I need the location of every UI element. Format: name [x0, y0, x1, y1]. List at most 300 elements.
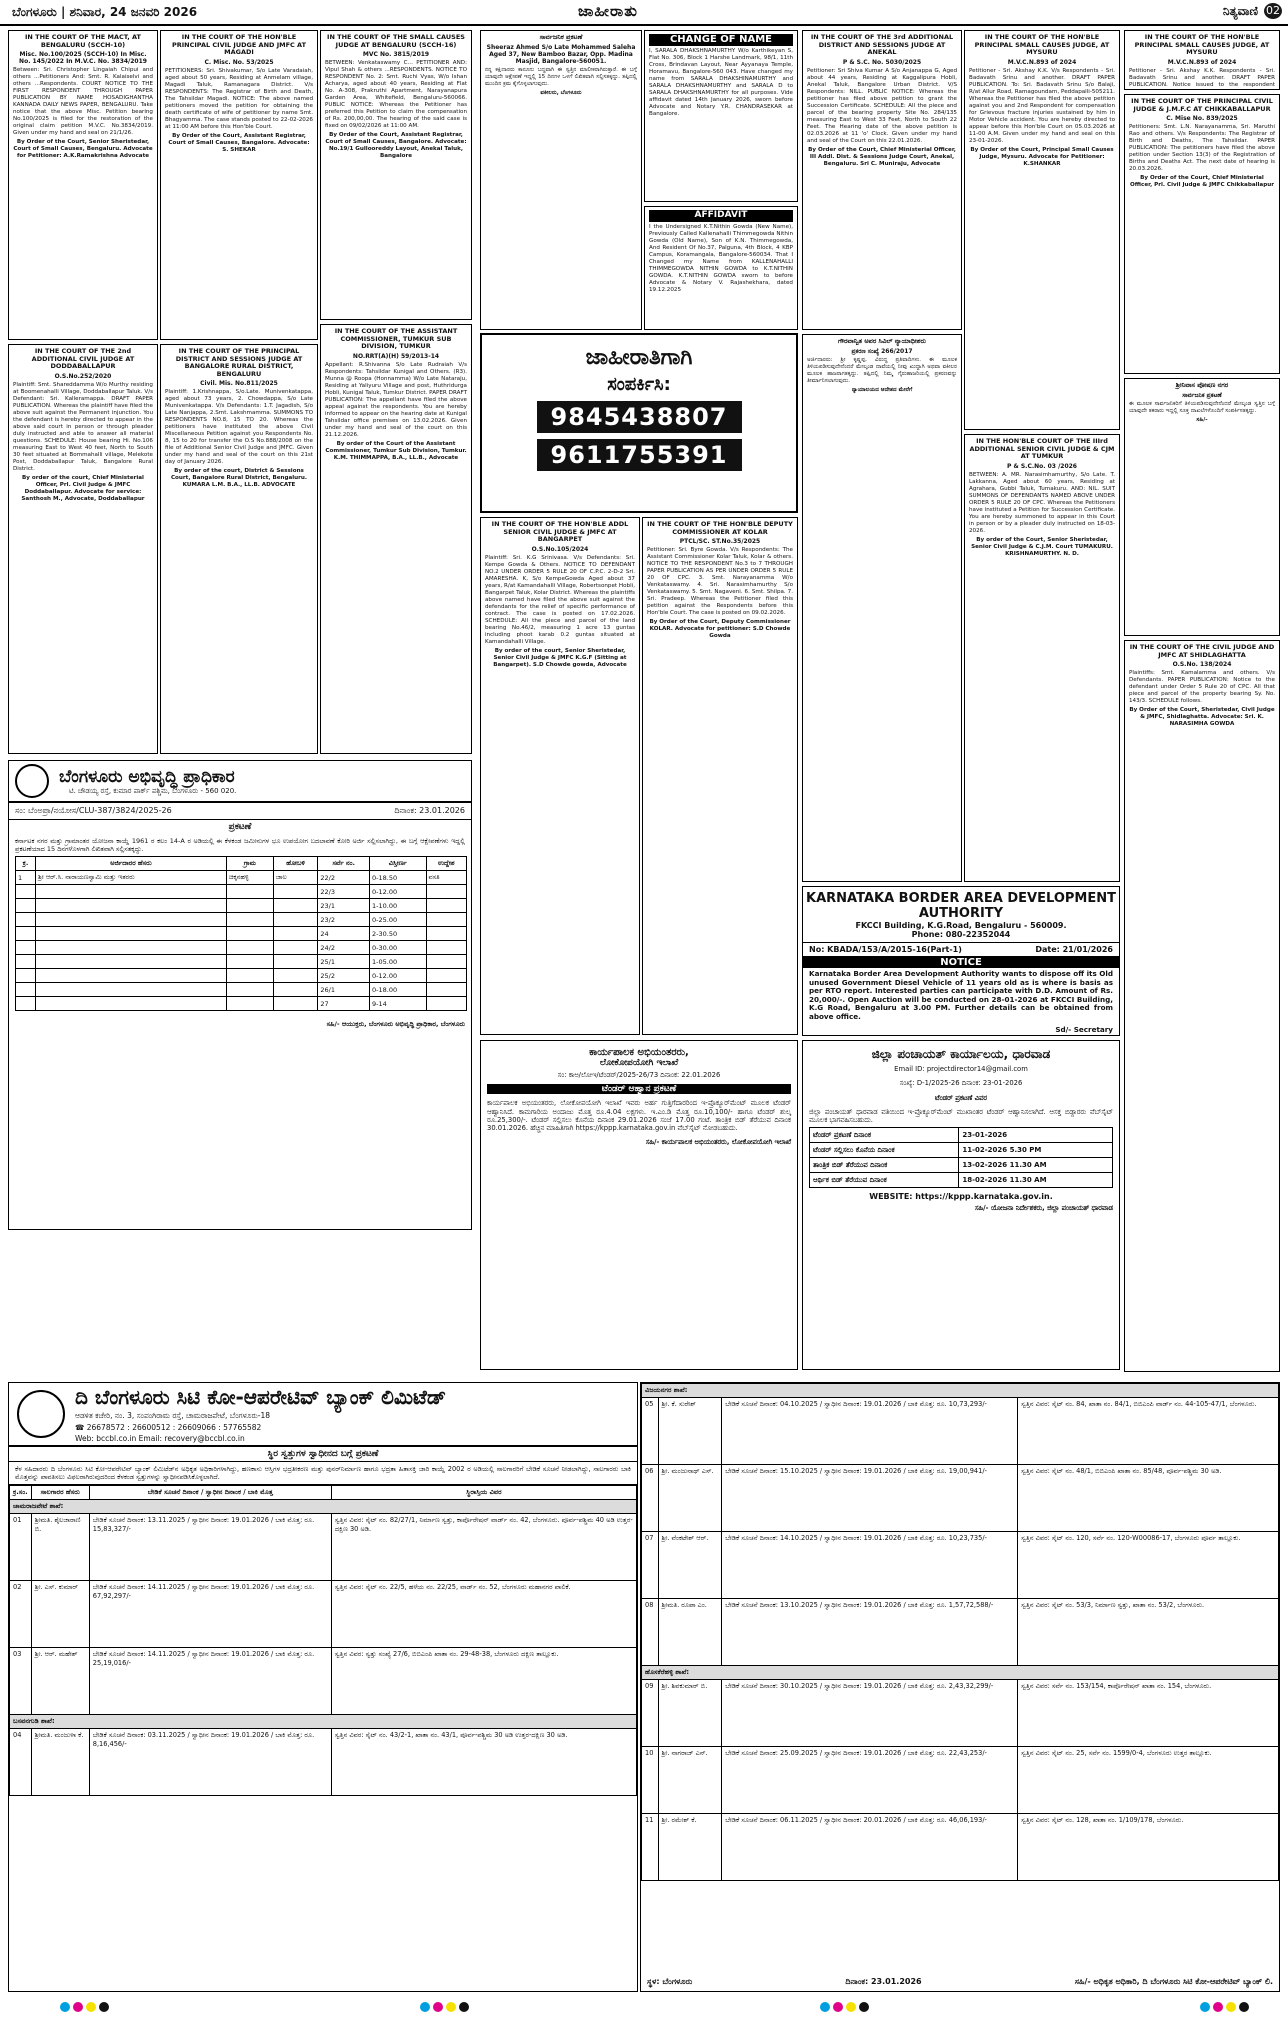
table-cell [36, 997, 227, 1011]
court-notice [8, 30, 158, 340]
table-header: ಸಾಲಗಾರರ ಹೆಸರು [31, 1486, 89, 1500]
table-cell: 1-10.00 [370, 899, 427, 913]
table-cell: 22/2 [318, 871, 370, 885]
table-cell: ಶ್ರೀಮತಿ. ರೂಪಾ ಎಂ. [658, 1599, 722, 1666]
table-header: ವಿಸ್ತೀರ್ಣ [370, 857, 427, 871]
table-row [10, 1581, 637, 1648]
table-cell: 11-02-2026 5.30 PM [959, 1143, 1113, 1158]
notice-case-no: MVC No. 3815/2019 [362, 51, 430, 58]
table-cell: 09 [642, 1680, 659, 1747]
table-row [642, 1398, 1279, 1465]
table-cell [426, 969, 466, 983]
table-cell: ಶ್ರೀ. ಶಿವಕುಮಾರ್ ಬಿ. [658, 1680, 722, 1747]
table-cell: ಬೇಡಿಕೆ ಸೂಚನೆ ದಿನಾಂಕ: 14.10.2025 / ಸ್ವಾಧೀನ ದಿನಾಂಕ: 19.01.2026 / ಬಾಕಿ ಮೊತ್ತ: ರೂ. 10,23,735/- [722, 1532, 1018, 1599]
table-cell: ಟೆಂಡರ್ ಸಲ್ಲಿಸಲು ಕೊನೆಯ ದಿನಾಂಕ [810, 1143, 959, 1158]
table-cell [16, 913, 36, 927]
issue-date: ಬೆಂಗಳೂರು | ಶನಿವಾರ, 24 ಜನವರಿ 2026 [12, 4, 198, 19]
bank-intro: ಕೆಳ ಸಹಿದಾರರು ದಿ ಬೆಂಗಳೂರು ಸಿಟಿ ಕೋ-ಆಪರೇಟಿವ್ ಬ್ಯಾಂಕ್ ಲಿಮಿಟೆಡ್‌ನ ಅಧಿಕೃತ ಅಧಿಕಾರಿಗಳಾಗಿದ್ದು, ಹಣಕಾಸು ಆಸ್ತಿಗಳ ಭದ್ರತೀಕರಣ ಮತ್ತು ಪುನರ್‌ನಿರ್ಮಾಣ ಹಾಗೂ ಭದ್ರತಾ ಹಿತಾಸಕ್ತಿ ಜಾರಿ ಕಾಯ್ದೆ 2002 ರ ಅಡಿಯಲ್ಲಿ ಸಾಲಗಾರರಿಗೆ ಬೇಡಿಕೆ ಸೂಚನೆ ನೀಡಲಾಗಿದ್ದು, ಸಾಲಗಾರರು ಬಾಕಿ ಮೊತ್ತವನ್ನು ಪಾವತಿಸಲು ವಿಫಲರಾಗಿರುವುದರಿಂದ ಕೆಳಕಂಡ ಸ್ವತ್ತುಗಳನ್ನು ಸ್ವಾಧೀನಪಡಿಸಿಕೊಳ್ಳಲಾಗಿದೆ. [9, 1462, 637, 1485]
table-cell [226, 913, 273, 927]
notice-case-no: P & S.C. No. 5030/2025 [842, 58, 922, 66]
court-notice [802, 30, 962, 330]
table-cell: 23/2 [318, 913, 370, 927]
table-cell [273, 899, 318, 913]
table-cell: ಶ್ರೀ. ಮಂಜುನಾಥ್ ಎಸ್. [658, 1465, 722, 1532]
affidavit-notice [644, 206, 798, 330]
table-cell: 07 [642, 1532, 659, 1599]
notice-signature: By order of the court, Chief Ministerial Officer, Prl. Civil Judge & JMFC Doddaballapur. Advocate for service: Santhosh M., Advocate, Doddaballapur [21, 474, 145, 502]
black-mark-icon [859, 2002, 869, 2012]
notice-case-no: Sheeraz Ahmed S/o Late Mohammed Saleha Aged 37, New Bamboo Bazar, Opp. Madina Masjid, Bangalore-560051. [486, 43, 636, 65]
table-row [810, 1143, 1113, 1158]
masthead [0, 0, 1288, 26]
notice-title: IN THE COURT OF THE MACT, AT BENGALURU (SCCH-10) [25, 33, 141, 49]
table-cell: ಶ್ರೀ. ಆರ್. ಮಹೇಶ್ [31, 1648, 89, 1715]
court-notice [480, 517, 640, 1035]
notice-case-no: P & S.C.No. 03 /2026 [1007, 462, 1077, 470]
bank-place: ಸ್ಥಳ: ಬೆಂಗಳೂರು [647, 1977, 693, 1986]
notice-body: Petitioner - Sri. Akshay K.K. V/s Respondents - Sri. Badavath Srinu and another. DRAFT PAPER PUBLICATION. To: Sri. Badavath Srinu S/o Balaji, R/at Allur Road, Ramagoundam, Peddapalli-505211. Whereas the Petitioner has filed the above petition against you and 2nd Respondent for compensation for Grievous fracture injuries sustained by him in Motor Vehicle accident. You are hereby directed to appear before this Hon'ble Court on 05.03.2026 at 11-00 A.M. Given under my hand and seal on this 23-01-2026. [969, 67, 1115, 144]
notice-title: IN THE COURT OF THE SMALL CAUSES JUDGE AT BENGALURU (SCCH-16) [327, 33, 465, 49]
notice-signature: By Order of the Court, Assistant Registrar, Court of Small Causes, Bangalore. Advocate: S. SHEKAR [168, 132, 310, 153]
notice-title: IN THE COURT OF THE ASSISTANT COMMISSIONER, TUMKUR SUB DIVISION, TUMKUR [334, 327, 458, 350]
kbada-ref: No: KBADA/153/A/2015-16(Part-1) [809, 945, 962, 954]
kbada-body: Karnataka Border Area Development Authority wants to dispose off its Old unused Government Diesel Vehicle of 11 years old as is where is basis as per RTO report. Interested parties can participate with D.D. Amount of Rs. 20,000/-. Open Auction will be conducted on 28-01-2026 at FKCCI Building, K.G Road, Bengaluru at 3.00 PM. Further details can be obtained from above office. [809, 969, 1113, 1021]
notice-case-no: PTCL/SC. ST.No.35/2025 [679, 538, 761, 545]
notice-body: Between: Sri. Christopher Lingaiah Chipui and others ...Petitioners And: Smt. R. Kalaiselvi and others ...Respondents. COURT NOTICE TO THE FIRST RESPONDENT THROUGH PAPER PUBLICATION BY NAME HOSADIGHANTHA KANNADA DAILY NEWS PAPER, BENGALURU. Take notice that the above Misc. Petition bearing No.100/2025 is filed for the restoration of the original claim petition M.V.C. No.3834/2019. Given under my hand and seal on 21/1/26. [13, 67, 153, 136]
table-cell: ಬೇಡಿಕೆ ಸೂಚನೆ ದಿನಾಂಕ: 13.11.2025 / ಸ್ವಾಧೀನ ದಿನಾಂಕ: 19.01.2026 / ಬಾಕಿ ಮೊತ್ತ: ರೂ. 15,83,327/- [89, 1514, 331, 1581]
notice-title: IN THE COURT OF THE PRINCIPAL CIVIL JUDGE & J.M.F.C AT CHIKKABALLAPUR [1131, 97, 1273, 113]
branch-row [642, 1384, 1279, 1398]
zp-signature: ಸಹಿ/- ಯೋಜನಾ ನಿರ್ದೇಶಕರು, ಜಿಲ್ಲಾ ಪಂಚಾಯತ್ ಧಾರವಾಡ [974, 1204, 1113, 1213]
notice-title: IN THE COURT OF THE PRINCIPAL DISTRICT AND SESSIONS JUDGE AT BANGALORE RURAL DISTRICT, BENGALURU [175, 347, 303, 378]
table-cell: 26/1 [318, 983, 370, 997]
kbada-phone: Phone: 080-22352044 [911, 930, 1011, 939]
table-cell [273, 969, 318, 983]
kbada-address: FKCCI Building, K.G.Road, Bengaluru - 560009. [855, 921, 1067, 930]
magenta-mark-icon [833, 2002, 843, 2012]
notice-title: ಸಾರ್ವಜನಿಕ ಪ್ರಕಟಣೆ [539, 33, 583, 41]
table-row [16, 969, 467, 983]
table-cell: 23-01-2026 [959, 1128, 1113, 1143]
table-cell: ಸ್ವತ್ತಿನ ವಿವರ: ಸರ್ವೆ ನಂ. 153/154, ಕಾರ್ಪೊರೇಷನ್ ಖಾತಾ ನಂ. 154, ಬೆಂಗಳೂರು. [1018, 1680, 1279, 1747]
table-cell [36, 899, 227, 913]
notice-body: Petitioner: Sri. Byre Gowda. V/s Respondents: The Assistant Commissioner Kolar Taluk, Kolar & others. NOTICE TO THE RESPONDENT No.3 to 7 THROUGH PAPER PUBLICATION AS PER UNDER ORDER 5 RULE 20 OF CPC. 3. Smt. Narayanamma W/o Venkataswamy. 4. Sri. Narasimhamurthy S/o Venkataswamy. 5. Smt. Nagaveni. 6. Smt. Shilpa. 7. Sri. Pradeep. Whereas the Petitioner filed this petition against the Respondents before this Hon'ble Court. The case is posted on 09.02.2026. [647, 547, 793, 616]
notice-signature: By Order of the Court, Chief Ministerial Officer, Prl. Civil Judge & JMFC Chikkaballapur [1130, 175, 1274, 188]
tender-body: ಕಾರ್ಯಪಾಲಕ ಅಭಿಯಂತರರು, ಲೋಕೋಪಯೋಗಿ ಇಲಾಖೆ ಇವರು ಅರ್ಹ ಗುತ್ತಿಗೆದಾರರಿಂದ ಇ-ಪ್ರೊಕ್ಯೂರ್‌ಮೆಂಟ್ ಮೂಲಕ ಟೆಂಡರ್ ಆಹ್ವಾನಿಸಿದೆ. ಕಾಮಗಾರಿಯ ಅಂದಾಜು ಮೊತ್ತ ರೂ.4.04 ಲಕ್ಷಗಳು. ಇ.ಎಂ.ಡಿ ಮೊತ್ತ ರೂ.10,100/- ಹಾಗೂ ಟೆಂಡರ್ ಶುಲ್ಕ ರೂ.25,300/-. ಟೆಂಡರ್ ಸಲ್ಲಿಸಲು ಕೊನೆಯ ದಿನಾಂಕ 29.01.2026 ಸಂಜೆ 17.00 ಗಂಟೆ. ತಾಂತ್ರಿಕ ಬಿಡ್ ತೆರೆಯುವ ದಿನಾಂಕ 30.01.2026. ಹೆಚ್ಚಿನ ಮಾಹಿತಿಗಾಗಿ https://kppp.karnataka.gov.in ವೆಬ್‌ಸೈಟ್ ನೋಡಬಹುದು. [487, 1099, 791, 1133]
table-header: ಸರ್ವೆ ನಂ. [318, 857, 370, 871]
notice-title: IN THE COURT OF THE HON'BLE DEPUTY COMMISSIONER AT KOLAR [647, 520, 793, 536]
table-cell: 1-05.00 [370, 955, 427, 969]
notice-case-no: O.S.No.105/2024 [531, 545, 589, 553]
table-cell: 0-25.00 [370, 913, 427, 927]
table-header: ಕ್ರ.ಸಂ. [10, 1486, 32, 1500]
table-cell [36, 927, 227, 941]
notice-title: IN THE COURT OF THE HON'BLE PRINCIPAL SMALL CAUSES JUDGE, AT MYSURU [1134, 33, 1270, 56]
table-row [642, 1599, 1279, 1666]
notice-body: Plaintiffs: Smt. Kamalamma and others. V/s Defendants. PAPER PUBLICATION: Notice to the defendant under Order 5 Rule 20 of CPC. All that piece and parcel of the property bearing Sy. No. 143/3. SCHEDULE follows. [1129, 670, 1275, 704]
notice-body: Petitioners: Smt. L.N. Narayanamma, Sri. Maruthi Rao and others. V/s Respondents: The Registrar of Birth and Deaths, The Tahsildar. PAPER PUBLICATION: The petitioners have filed the above petition under Section 13(3) of the Registration of Births and Deaths Act. The next date of hearing is 20.03.2026. [1129, 124, 1275, 172]
table-header: ಉದ್ದೇಶ [426, 857, 466, 871]
table-cell [226, 969, 273, 983]
table-row [10, 1648, 637, 1715]
print-registration-marks [1200, 2002, 1249, 2016]
notice-signature: ವಕೀಲರು, ಬೆಂಗಳೂರು [540, 89, 582, 96]
table-cell: 25/1 [318, 955, 370, 969]
kbada-date: Date: 21/01/2026 [1035, 945, 1113, 954]
public-notice [1124, 378, 1280, 636]
table-cell [16, 983, 36, 997]
yellow-mark-icon [446, 2002, 456, 2012]
bank-possession-notice [8, 1382, 638, 1992]
notice-title: AFFIDAVIT [649, 210, 793, 222]
table-cell [426, 885, 466, 899]
table-cell: ಶ್ರೀ. ನಾಗರಾಜ್ ಎನ್. [658, 1747, 722, 1814]
branch-name: ವಿಜಯನಗರ ಶಾಖೆ: [642, 1384, 1279, 1398]
table-cell: ಬೇಡಿಕೆ ಸೂಚನೆ ದಿನಾಂಕ: 30.10.2025 / ಸ್ವಾಧೀನ ದಿನಾಂಕ: 19.01.2026 / ಬಾಕಿ ಮೊತ್ತ: ರೂ. 2,43,32,299/- [722, 1680, 1018, 1747]
table-row [810, 1173, 1113, 1188]
table-row [10, 1514, 637, 1581]
table-cell: ಸ್ವತ್ತಿನ ವಿವರ: ಸೈಟ್ ನಂ. 84, ಖಾತಾ ನಂ. 84/1, ಬಿಬಿಎಂಪಿ ವಾರ್ಡ್ ನಂ. 44-105-47/1, ಬೆಂಗಳೂರು. [1018, 1398, 1279, 1465]
court-notice [320, 30, 472, 320]
bank-table [641, 1383, 1279, 1881]
notice-body: PETITIONERS: Sri. Shivakumar, S/o Late Varadaiah, aged about 50 years, Residing at Anmelam village, Magadi Taluk, Ramanagara District. V/s RESPONDENTS: The Registrar of Birth and Death, The Tahsildar Magadi. NOTICE: The above named petitioners moved the petition for obtaining the death certificate of wife of petitioner by name Smt. Bhagyamma. The case stands posted to 22-02-2026 at 11:00 AM before this Hon'ble Court. [165, 67, 313, 130]
table-cell: 18-02-2026 11.30 AM [959, 1173, 1113, 1188]
court-notice [964, 30, 1120, 430]
table-header: ಕ್ರ. [16, 857, 36, 871]
table-cell: 06 [642, 1465, 659, 1532]
table-row [16, 871, 467, 885]
notice-body: Plaintiff: 1.Krishnappa, S/o.Late. Munivenkatappa, aged about 73 years, 2. Chowdappa, S/o Late Munivenkatappa. V/s Defendants: 1.T. Jagadish, S/o Late Nanjappa, 2.Smt. Lakshmamma. SUMMONS TO RESPONDENTS NO.8, 15 TO 20. Whereas the petitioners have instituted the above Civil Miscellaneous Petition against you Respondents No. 8, 15 to 20 for transfer the O.S No.888/2008 on the file of Additional Senior Civil Judge and JMFC. Given under my hand and seal of the court on this 21st day of January 2026. [165, 389, 313, 465]
table-cell: ಸ್ವತ್ತಿನ ವಿವರ: ಸೈಟ್ ನಂ. 25, ಸರ್ವೆ ನಂ. 1599/0-4, ಬೆಂಗಳೂರು ಉತ್ತರ ತಾಲ್ಲೂಕು. [1018, 1747, 1279, 1814]
table-cell: ಸ್ವತ್ತಿನ ವಿವರ: ಸೈಟ್ ನಂ. 22/5, ಹಳೆಯ ನಂ. 22/25, ವಾರ್ಡ್ ನಂ. 52, ಬೆಂಗಳೂರು ಮಹಾನಗರ ಪಾಲಿಕೆ. [331, 1581, 636, 1648]
notice-case-no: O.S.No. 138/2024 [1172, 661, 1232, 668]
notice-title: ಗೌರವಾನ್ವಿತ ಅಪರ ಸಿವಿಲ್ ನ್ಯಾಯಾಧೀಶರು [838, 337, 926, 345]
table-cell [426, 927, 466, 941]
table-cell: ಬೇಡಿಕೆ ಸೂಚನೆ ದಿನಾಂಕ: 14.11.2025 / ಸ್ವಾಧೀನ ದಿನಾಂಕ: 19.01.2026 / ಬಾಕಿ ಮೊತ್ತ: ರೂ. 25,19,016/- [89, 1648, 331, 1715]
table-cell [36, 941, 227, 955]
table-cell [16, 899, 36, 913]
zp-notice-title: ಟೆಂಡರ್ ಪ್ರಕಟಣೆ ವಿವರ [934, 1093, 988, 1102]
table-row [642, 1532, 1279, 1599]
masthead-right: ನಿತ್ಯವಾಣಿ [1222, 4, 1258, 18]
table-cell [426, 899, 466, 913]
table-cell [273, 983, 318, 997]
cyan-mark-icon [820, 2002, 830, 2012]
table-cell [16, 969, 36, 983]
section-logo: ಜಾಹೀರಾತು [578, 2, 638, 20]
table-header: ಹೋಬಳಿ [273, 857, 318, 871]
table-cell [36, 955, 227, 969]
table-cell: 05 [642, 1398, 659, 1465]
kbada-notice-label: NOTICE [803, 957, 1119, 968]
table-cell: ಸ್ವತ್ತಿನ ವಿವರ: ಸೈಟ್ ನಂ. 48/1, ಬಿಬಿಎಂಪಿ ಖಾತಾ ನಂ. 85/48, ಪೂರ್ವ-ಪಶ್ಚಿಮ 30 ಅಡಿ. [1018, 1465, 1279, 1532]
table-cell: ಶ್ರೀಮತಿ. ಶೈಲಜಾರಾಣಿ ಬಿ. [31, 1514, 89, 1581]
table-cell: ಶ್ರೀ. ರಮೇಶ್ ಕೆ. [658, 1814, 722, 1881]
notice-body: BETWEEN: A. MR. Narasimhamurthy, S/o Late. T. Lakkanna, Aged about 60 years, Residing at Agrahara, Gubbi Taluk, Tumakuru. AND: NIL. SUIT SUMMONS OF DEFENDANTS NAMED ABOVE UNDER ORDER 5 RULE 20 OF CPC. Whereas the Petitioners have instituted a Petition for Succession Certificate. You are hereby summoned to appear in this Court in person or by a pleader duly instructed on 18-03-2026. [969, 471, 1115, 534]
notice-body: ಈ ಮೂಲಕ ಸಾರ್ವಜನಿಕರಿಗೆ ತಿಳಿಯಪಡಿಸುವುದೇನೆಂದರೆ ಮೇಲ್ಕಂಡ ಸ್ವತ್ತಿನ ಬಗ್ಗೆ ಯಾವುದೇ ತಕರಾರು ಇದ್ದಲ್ಲಿ ಸೂಕ್ತ ದಾಖಲೆಗಳೊಂದಿಗೆ ಸಂಪರ್ಕಿಸತಕ್ಕದ್ದು. [1129, 400, 1275, 414]
table-cell: ಸ್ವತ್ತಿನ ವಿವರ: ಸ್ವತ್ತು ಸಂಖ್ಯೆ 27/6, ಬಿಬಿಎಂಪಿ ಖಾತಾ ನಂ. 29-48-38, ಬೆಂಗಳೂರು ದಕ್ಷಿಣ ತಾಲ್ಲೂಕು. [331, 1648, 636, 1715]
notice-title: ಶ್ರೀನಿವಾಸ ಪೋಷಣ ನಗರ [1175, 381, 1229, 389]
bda-emblem-icon [15, 764, 49, 798]
table-cell: ಸ್ವತ್ತಿನ ವಿವರ: ಸೈಟ್ ನಂ. 82/27/1, ನಿರ್ಮಾಣ ಸ್ವತ್ತು, ಕಾರ್ಪೊರೇಷನ್ ವಾರ್ಡ್ ನಂ. 42, ಬೆಂಗಳೂರು. ಪೂರ್ವ-ಪಶ್ಚಿಮ 40 ಅಡಿ ಉತ್ತರ-ದಕ್ಷಿಣ 30 ಅಡಿ. [331, 1514, 636, 1581]
table-row [642, 1814, 1279, 1881]
print-registration-marks [60, 2002, 109, 2016]
contact-line: ಸಂಪರ್ಕಿಸಿ: [607, 374, 671, 395]
yellow-mark-icon [846, 2002, 856, 2012]
table-cell [226, 927, 273, 941]
table-row [16, 997, 467, 1011]
table-cell [36, 983, 227, 997]
print-registration-marks [820, 2002, 869, 2016]
bank-possession-notice-continued [640, 1382, 1280, 1992]
notice-case-no: O.S.No.252/2020 [54, 372, 112, 380]
tender-ref: ಸಂ: ಕಾಅ/ಲೋಇ/ಟೆಂಡರ್/2025-26/73 ದಿನಾಂಕ: 22.01.2026 [557, 1071, 721, 1079]
table-cell [16, 927, 36, 941]
notice-case-no: ಪ್ರಕರಣ ಸಂಖ್ಯೆ 266/2017 [851, 347, 913, 355]
yellow-mark-icon [1226, 2002, 1236, 2012]
notice-case-no: Misc. No.100/2025 (SCCH-10) In Misc. No. 145/2022 In M.V.C. No. 3834/2019 [19, 51, 147, 65]
notice-signature: By Order of the Court, Principal Small Causes Judge, Mysuru. Advocate for Petitioner: K.SHANKAR [970, 146, 1114, 167]
bank-web: Web: bccbl.co.in Email: recovery@bccbl.co.in [75, 1434, 245, 1443]
table-cell: ಬೇಡಿಕೆ ಸೂಚನೆ ದಿನಾಂಕ: 04.10.2025 / ಸ್ವಾಧೀನ ದಿನಾಂಕ: 19.01.2026 / ಬಾಕಿ ಮೊತ್ತ: ರೂ. 10,73,293/- [722, 1398, 1018, 1465]
table-cell: ಟೆಂಡರ್ ಪ್ರಕಟಣೆ ದಿನಾಂಕ [810, 1128, 959, 1143]
branch-row [642, 1666, 1279, 1680]
branch-row [10, 1500, 637, 1514]
cyan-mark-icon [1200, 2002, 1210, 2012]
notice-body: ಅರ್ಜಿದಾರರು: ಶ್ರೀ ಕೃಷ್ಣಪ್ಪ. ವಿರುದ್ಧ ಪ್ರತಿವಾದಿಗಳು. ಈ ಮೂಲಕ ತಿಳಿಯಪಡಿಸುವುದೇನೆಂದರೆ ಮೇಲ್ಕಂಡ ದಾವೆಯಲ್ಲಿ ನೀವು ಖುದ್ದಾಗಿ ಅಥವಾ ವಕೀಲರ ಮೂಲಕ ಹಾಜರಾಗತಕ್ಕದ್ದು. ತಪ್ಪಿದಲ್ಲಿ ನಿಮ್ಮ ಗೈರುಹಾಜರಿಯಲ್ಲಿ ಪ್ರಕರಣವನ್ನು ತೀರ್ಮಾನಿಸಲಾಗುವುದು. [807, 356, 957, 384]
table-cell: ಸ್ವತ್ತಿನ ವಿವರ: ಸೈಟ್ ನಂ. 128, ಖಾತಾ ನಂ. 1/109/178, ಬೆಂಗಳೂರು. [1018, 1814, 1279, 1881]
table-header: ಬೇಡಿಕೆ ಸೂಚನೆ ದಿನಾಂಕ / ಸ್ವಾಧೀನ ದಿನಾಂಕ / ಬಾಕಿ ಮೊತ್ತ [89, 1486, 331, 1500]
court-notice [320, 324, 472, 754]
notice-case-no: NO.RRT(A)(H) 59/2013-14 [352, 352, 440, 360]
zp-body: ಜಿಲ್ಲಾ ಪಂಚಾಯತ್ ಧಾರವಾಡ ವತಿಯಿಂದ ಇ-ಪ್ರೊಕ್ಯೂರ್‌ಮೆಂಟ್ ಮುಖಾಂತರ ಟೆಂಡರ್ ಆಹ್ವಾನಿಸಲಾಗಿದೆ. ಆಸಕ್ತ ಬಿಡ್ದಾರರು ವೆಬ್‌ಸೈಟ್ ಮೂಲಕ ಭಾಗವಹಿಸಬಹುದು. [809, 1107, 1113, 1125]
table-cell: 22/3 [318, 885, 370, 899]
table-header: ಅರ್ಜಿದಾರರ ಹೆಸರು [36, 857, 227, 871]
table-cell: 24 [318, 927, 370, 941]
table-cell [36, 969, 227, 983]
table-cell [226, 941, 273, 955]
table-row [16, 885, 467, 899]
notice-case-no: C. Misc. No. 53/2025 [204, 58, 274, 66]
branch-name: ಚಾಮರಾಜಪೇಟೆ ಶಾಖೆ: [10, 1500, 637, 1514]
notice-body: BETWEEN: Venkataswamy C... PETITIONER AND: Vipul Shah & others ...RESPONDENTS. NOTICE TO RESPONDENT No. 2: Smt. Ruchi Vyas, W/o Ishan Acharya, aged about 40 years, Residing at Flat No. A-308, Prakruthi Apartment, Narayanapura Garden Area, Whitefield, Bengaluru-560066. PUBLIC NOTICE: Whereas the Petitioner has preferred this Petition to claim the compensation of Rs. 200,00,00. The hearing of the said case is fixed on 09/02/2026 at 11:00 AM. [325, 60, 467, 129]
table-cell: 23/1 [318, 899, 370, 913]
bda-title: ಬೆಂಗಳೂರು ಅಭಿವೃದ್ಧಿ ಪ್ರಾಧಿಕಾರ [59, 766, 235, 787]
table-row [10, 1729, 637, 1796]
table-header: ಗ್ರಾಮ [226, 857, 273, 871]
kbada-notice [802, 886, 1120, 1036]
court-notice [160, 344, 318, 754]
table-cell: 27 [318, 997, 370, 1011]
notice-case-no: C. Mise No. 839/2025 [1166, 115, 1238, 122]
table-cell: ಆರ್ಥಿಕ ಬಿಡ್ ತೆರೆಯುವ ದಿನಾಂಕ [810, 1173, 959, 1188]
notice-title: CHANGE OF NAME [649, 34, 793, 46]
notice-title: IN THE COURT OF THE 2nd ADDITIONAL CIVIL JUDGE AT DODDABALLAPUR [31, 347, 135, 370]
table-cell: 0-12.00 [370, 885, 427, 899]
table-cell: ಸ್ವತ್ತಿನ ವಿವರ: ಸೈಟ್ ನಂ. 53/3, ನಿರ್ಮಾಣ ಸ್ವತ್ತು, ಖಾತಾ ನಂ. 53/2, ಬೆಂಗಳೂರು. [1018, 1599, 1279, 1666]
table-cell [273, 927, 318, 941]
change-of-name-notice [644, 30, 798, 202]
notice-signature: By Order of the Court, Sheristedar, Civil Judge & JMFC, Shidlaghatta. Advocate: Sri. K. NARASIMHA GOWDA [1129, 707, 1275, 727]
bda-address: ಟಿ. ಚೌಡಯ್ಯ ರಸ್ತೆ, ಕುಮಾರ ಪಾರ್ಕ್ ಪಶ್ಚಿಮ, ಬೆಂಗಳೂರು - 560 020. [69, 786, 237, 795]
table-cell: ಶ್ರೀಮತಿ. ಮಂಜುಳಾ ಕೆ. [31, 1729, 89, 1796]
public-notice [480, 30, 642, 330]
kbada-name: KARNATAKA BORDER AREA DEVELOPMENT AUTHORITY [806, 891, 1116, 921]
table-cell: ಬೇಡಿಕೆ ಸೂಚನೆ ದಿನಾಂಕ: 06.11.2025 / ಸ್ವಾಧೀನ ದಿನಾಂಕ: 20.01.2026 / ಬಾಕಿ ಮೊತ್ತ: ರೂ. 46,06,193/- [722, 1814, 1018, 1881]
tender-title: ಟೆಂಡರ್ ಆಹ್ವಾನ ಪ್ರಕಟಣೆ [487, 1084, 791, 1094]
court-notice [964, 434, 1120, 882]
table-cell [226, 885, 273, 899]
black-mark-icon [459, 2002, 469, 2012]
table-cell [426, 997, 466, 1011]
kannada-court-notice [802, 334, 962, 882]
cyan-mark-icon [60, 2002, 70, 2012]
court-notice [160, 30, 318, 340]
contact-phone[interactable]: 9611755391 [537, 439, 742, 471]
notice-body: Appellant: R.Shivanna S/o Late Rudraiah V/s Respondents: Tahsildar Kunigal and Others. (R3). Munna @ Roopa (Honnamma) W/o Late Nataraju, Residing at Yaliyuru Village and post, Huthridurga Hobli, Kunigal Taluk, Tumkur District. PAPER DRAFT PUBLICATION: The appellant have filed the above appeal against the respondents. You are hereby informed to appear on the hearing date at Kunigal Tahsildar office premises on 13.02.2026. Given under my hand and seal of the court on this 21.12.2026. [325, 361, 467, 438]
table-cell: 10 [642, 1747, 659, 1814]
table-cell: 0-12.00 [370, 969, 427, 983]
table-cell [426, 955, 466, 969]
table-cell [16, 885, 36, 899]
cyan-mark-icon [420, 2002, 430, 2012]
notice-case-no: M.V.C.N.893 of 2024 [1167, 58, 1237, 66]
notice-body: Plaintiff: Sri. K.G Srinivasa. V/s Defendants: Sri. Kempe Gowda & Others. NOTICE TO DEFENDANT NO.2 UNDER ORDER 5 RULE 20 OF C.P.C. 2-D-2 Sri. AMARESHA. K, S/o KempeGowda Aged about 37 years, R/at Kamandahalli Village, Robertsonpet Hobli, Bangarpet Taluk, Kolar District. Whereas the plaintiffs above named have filed the above suit against the defendants for the relief of specific performance of contract. The case is posted on 17.02.2026. SCHEDULE: All the piece and parcel of the land bearing No.46/2, measuring 1 acre 13 guntas including phoot karab 0.2 guntas situated at Kamandahalli Village. [485, 554, 635, 645]
notice-signature: ಸಹಿ/- [1196, 416, 1208, 423]
bank-phones: ☎ 26678572 : 26600512 : 26609066 : 57765582 [75, 1423, 262, 1432]
court-notice [1124, 640, 1280, 1372]
table-cell: ಶ್ರೀ. ಕೆ. ಸುರೇಶ್ [658, 1398, 722, 1465]
branch-name: ಬಸವನಗುಡಿ ಶಾಖೆ: [10, 1715, 637, 1729]
table-row [16, 913, 467, 927]
table-cell [226, 983, 273, 997]
table-cell: 0-18.50 [370, 871, 427, 885]
bda-table [15, 856, 467, 1011]
branch-name: ಹೊಸಕೆರೆಹಳ್ಳಿ ಶಾಖೆ: [642, 1666, 1279, 1680]
black-mark-icon [99, 2002, 109, 2012]
table-row [642, 1680, 1279, 1747]
notice-body: Petitioner - Sri. Akshay K.K. Respondents - Sri. Badavath Srinu and another. DRAFT PAPER PUBLICATION. Notice issued to the respondent [1129, 67, 1275, 88]
table-cell [226, 997, 273, 1011]
notice-signature: By order of the court, District & Sessions Court, Bangalore Rural District, Bengaluru. KUMARA L.M. B.A., LL.B. ADVOCATE [170, 468, 308, 488]
table-cell: 11 [642, 1814, 659, 1881]
contact-phone[interactable]: 9845438807 [537, 401, 742, 433]
table-cell: 2-30.50 [370, 927, 427, 941]
table-cell [36, 885, 227, 899]
bank-name: ದಿ ಬೆಂಗಳೂರು ಸಿಟಿ ಕೋ-ಆಪರೇಟಿವ್ ಬ್ಯಾಂಕ್ ಲಿಮಿಟೆಡ್ [75, 1385, 447, 1409]
table-cell: ಸ್ವತ್ತಿನ ವಿವರ: ಸೈಟ್ ನಂ. 43/2-1, ಖಾತಾ ನಂ. 43/1, ಪೂರ್ವ-ಪಶ್ಚಿಮ 30 ಅಡಿ ಉತ್ತರ-ದಕ್ಷಿಣ 30 ಅಡಿ. [331, 1729, 636, 1796]
notice-signature: By Order of the Court, Chief Ministerial Officer, III Addl. Dist. & Sessions Judge Court, Anekal, Bengaluru. Sri C. Muniraju, Advocate [808, 146, 956, 167]
notice-signature: By order of the Court, Senior Sheristedar, Senior Civil Judge & C.J.M. Court TUMAKURU. KRISHNAMURTHY. N. D. [971, 536, 1113, 557]
table-cell [273, 913, 318, 927]
bank-signature: ಸಹಿ/- ಅಧಿಕೃತ ಅಧಿಕಾರಿ, ದಿ ಬೆಂಗಳೂರು ಸಿಟಿ ಕೋ-ಆಪರೇಟಿವ್ ಬ್ಯಾಂಕ್ ಲಿ. [1074, 1977, 1273, 1986]
court-notice [8, 344, 158, 754]
notice-body: I, SARALA DHAKSHNAMURTHY W/o Karthikeyan S, Flat No. 306, Block 1 Harshe Landmark, 98/1, 11th Cross, Brindavan Layout, Near Ayyanaya Temple, Horamavu, Bangalore-560 043. Have changed my name from SARALA DHAKSHINAMURTHY and SARALA DHAKSHNAMURTHY and SARALA D to SARALA DHAKSHNAMURTHY for all purposes. Vide affidavit dated 14th January 2026, sworn before Advocate and Notary Y.R. CHANDRASEKAR at Bangalore. [649, 47, 793, 117]
table-cell: ಶ್ರೀ. ಎಸ್. ಕುಮಾರ್ [31, 1581, 89, 1648]
magenta-mark-icon [73, 2002, 83, 2012]
table-cell [273, 997, 318, 1011]
table-row [16, 927, 467, 941]
bank-address: ಆಡಳಿತ ಕಚೇರಿ, ನಂ. 3, ಸಂಪಂಗಿರಾಮ ರಸ್ತೆ, ಚಾಮರಾಜಪೇಟೆ, ಬೆಂಗಳೂರು-18 [75, 1411, 271, 1420]
notice-signature: ನ್ಯಾಯಾಲಯದ ಆದೇಶದ ಮೇರೆಗೆ [851, 386, 913, 393]
contact-title: ಜಾಹೀರಾತಿಗಾಗಿ [585, 345, 693, 370]
table-cell: 03 [10, 1648, 32, 1715]
notice-case-no: M.V.C.N.893 of 2024 [1007, 58, 1077, 66]
notice-signature: By Order of the Court, Deputy Commissioner KOLAR. Advocate for petitioner: S.D Chowde Gowda [649, 619, 791, 639]
table-row [16, 955, 467, 969]
notice-title: IN THE COURT OF THE HON'BLE PRINCIPAL SMALL CAUSES JUDGE, AT MYSURU [974, 33, 1110, 56]
table-cell [36, 913, 227, 927]
notice-title: IN THE COURT OF THE 3rd ADDITIONAL DISTRICT AND SESSIONS JUDGE AT ANEKAL [810, 33, 954, 56]
notice-title: IN THE COURT OF THE HON'BLE PRINCIPAL CIVIL JUDGE AND JMFC AT MAGADI [171, 33, 307, 56]
notice-signature: By order of the Court of the Assistant Commissioner, Tumkur Sub Division, Tumkur. K.M. THIMMAPPA, B.A., LL.B., Advocate [325, 440, 467, 461]
table-cell: ಶ್ರೀ ಆರ್.ಸಿ. ನಾರಾಯಣಸ್ವಾಮಿ ಮತ್ತು ಇತರರು [36, 871, 227, 885]
zp-schedule-table [809, 1127, 1113, 1188]
notice-case-no: ಸಾರ್ವಜನಿಕ ಪ್ರಕಟಣೆ [1182, 391, 1222, 399]
zp-ref: ಸಂಖ್ಯೆ: D-1/2025-26 ದಿನಾಂಕ: 23-01-2026 [899, 1079, 1023, 1088]
table-cell [426, 983, 466, 997]
table-cell [426, 941, 466, 955]
table-row [16, 899, 467, 913]
court-notice [1124, 94, 1280, 374]
table-cell: 02 [10, 1581, 32, 1648]
bank-logo-icon [17, 1390, 65, 1438]
bda-date: ದಿನಾಂಕ: 23.01.2026 [394, 806, 465, 815]
bda-notice-title: ಪ್ರಕಟಣೆ [228, 822, 252, 832]
table-cell: 08 [642, 1599, 659, 1666]
table-cell [273, 941, 318, 955]
notice-body: I the Undersigned K.T.Nithin Gowda (New Name), Previously Called Kallenahalli Thimmegowda Nithin Gowda (Old Name), Son of K.N. Thimmegowda, And Resident Of No.37, Palguna, 4th Block, 4 KBP Campus, Koramangala, Bangalore-560034. That I Changed my Name from KALLENAHALLI THIMMEGOWDA NITHIN GOWDA to K.T.NITHIN GOWDA. K.T.NITHIN GOWDA sworn to before Advocate & Notary V. Rajashekhara, dated 19.12.2025 [649, 223, 793, 293]
table-cell: 24/2 [318, 941, 370, 955]
notice-case-no: Civil. Mis. No.811/2025 [200, 380, 278, 387]
kbada-signature: Sd/- Secretary [1055, 1024, 1113, 1034]
table-cell: ವಸತಿ [426, 871, 466, 885]
table-cell [16, 997, 36, 1011]
magenta-mark-icon [433, 2002, 443, 2012]
bda-ref: ಸಂ: ಬೆಂಅಪ್ರಾ/ನಯೋಸ/CLU-387/3824/2025-26 [15, 806, 172, 815]
notice-title: IN THE COURT OF THE HON'BLE ADDL SENIOR CIVIL JUDGE & JMFC AT BANGARPET [491, 520, 629, 543]
court-notice [642, 517, 798, 1035]
notice-body: Plaintiff: Smt. Shareddamma W/o Murthy residing at Boomenahalli Village, Doddaballapur Taluk. V/s Defendant: Sri. Kalleramappa. DRAFT PAPER PUBLICATION. Whereas the plaintiff have filed the above suit against the Permanent injunction. You the defendant is hereby directed to appear in the above said court in person or through pleader duly instructed and able to answer all material questions. SCHEDULE: House bearing Hi. No.106 measuring East to West 40 feet, North to South 30 feet situated at Bommahalli village, Melekote Post, Doddaballapur Taluk, Bangalore Rural District. [13, 381, 153, 472]
zp-title: ಜಿಲ್ಲಾ ಪಂಚಾಯತ್ ಕಾರ್ಯಾಲಯ, ಧಾರವಾಡ [871, 1047, 1051, 1061]
table-cell: ಬೇಡಿಕೆ ಸೂಚನೆ ದಿನಾಂಕ: 25.09.2025 / ಸ್ವಾಧೀನ ದಿನಾಂಕ: 19.01.2026 / ಬಾಕಿ ಮೊತ್ತ: ರೂ. 22,43,253/- [722, 1747, 1018, 1814]
zp-tender-notice [802, 1040, 1120, 1370]
notice-body: Petitioner: Sri Shiva Kumar A S/o Anjanappa G, Aged about 44 years, Residing at Kaggalipura Hobli, Anekal Taluk, Bangalore Urban District. V/S Respondents: NILL. PUBLIC NOTICE: Whereas the petitioner has filed above petition to grant the Succession Certificate. SCHEDULE: All the piece and parcel of the bearing property Site No. 284/135 measuring East to West 33 Feet, North to South 22 Feet. The Hearing date of the above petition is 02.03.2026 at 11 'o' Clock. Given under my hand and seal of the Court on this 22.01.2026. [807, 67, 957, 144]
table-cell [426, 913, 466, 927]
tender-department: ಲೋಕೋಪಯೋಗಿ ಇಲಾಖೆ [599, 1058, 679, 1068]
notice-signature: By Order of the Court, Assistant Registrar, Court of Small Causes, Bangalore. Advocate: No.19/1 Gullooreddy Layout, Anekal Taluk, Bangalore [325, 132, 467, 159]
table-cell: ಬೇಡಿಕೆ ಸೂಚನೆ ದಿನಾಂಕ: 15.10.2025 / ಸ್ವಾಧೀನ ದಿನಾಂಕ: 19.01.2026 / ಬಾಕಿ ಮೊತ್ತ: ರೂ. 19,00,941/- [722, 1465, 1018, 1532]
bda-notice [8, 760, 472, 1230]
bda-intro: ಕರ್ನಾಟಕ ನಗರ ಮತ್ತು ಗ್ರಾಮಾಂತರ ಯೋಜನಾ ಕಾಯ್ದೆ 1961 ರ ಕಲಂ 14-A ರ ಅಡಿಯಲ್ಲಿ ಈ ಕೆಳಕಂಡ ಜಮೀನುಗಳ ಭೂ ಉಪಯೋಗ ಬದಲಾವಣೆ ಕೋರಿ ಅರ್ಜಿ ಸಲ್ಲಿಸಲಾಗಿದ್ದು, ಈ ಬಗ್ಗೆ ಆಕ್ಷೇಪಣೆಗಳು ಇದ್ದಲ್ಲಿ ಪ್ರಕಟಣೆಯಾದ 15 ದಿನಗಳೊಳಗಾಗಿ ಲಿಖಿತವಾಗಿ ಸಲ್ಲಿಸತಕ್ಕದ್ದು. [15, 837, 465, 853]
table-cell: ಚಿಕ್ಕನಹಳ್ಳಿ [226, 871, 273, 885]
table-cell: 0-30.00 [370, 941, 427, 955]
table-cell: ಬೇಡಿಕೆ ಸೂಚನೆ ದಿನಾಂಕ: 03.11.2025 / ಸ್ವಾಧೀನ ದಿನಾಂಕ: 19.01.2026 / ಬಾಕಿ ಮೊತ್ತ: ರೂ. 8,16,456/- [89, 1729, 331, 1796]
notice-signature: By order of the court, Senior Sheristedar, Senior Civil Judge & JMFC K.G.F (Sitting at Bangarpet). S.D Chowde gowda, Advocate [493, 647, 627, 668]
table-row [810, 1158, 1113, 1173]
table-cell: 1 [16, 871, 36, 885]
notice-title: IN THE COURT OF THE CIVIL JUDGE AND JMFC AT SHIDLAGHATTA [1129, 643, 1275, 659]
print-registration-marks [420, 2002, 469, 2016]
table-cell: ಶ್ರೀ. ವೆಂಕಟೇಶ್ ಆರ್. [658, 1532, 722, 1599]
table-row [16, 941, 467, 955]
table-cell [16, 955, 36, 969]
black-mark-icon [1239, 2002, 1249, 2012]
zp-website[interactable]: WEBSITE: https://kppp.karnataka.gov.in. [869, 1192, 1053, 1202]
table-cell [226, 955, 273, 969]
pwd-tender-notice [480, 1040, 798, 1370]
table-cell: ಜಾಲ [273, 871, 318, 885]
